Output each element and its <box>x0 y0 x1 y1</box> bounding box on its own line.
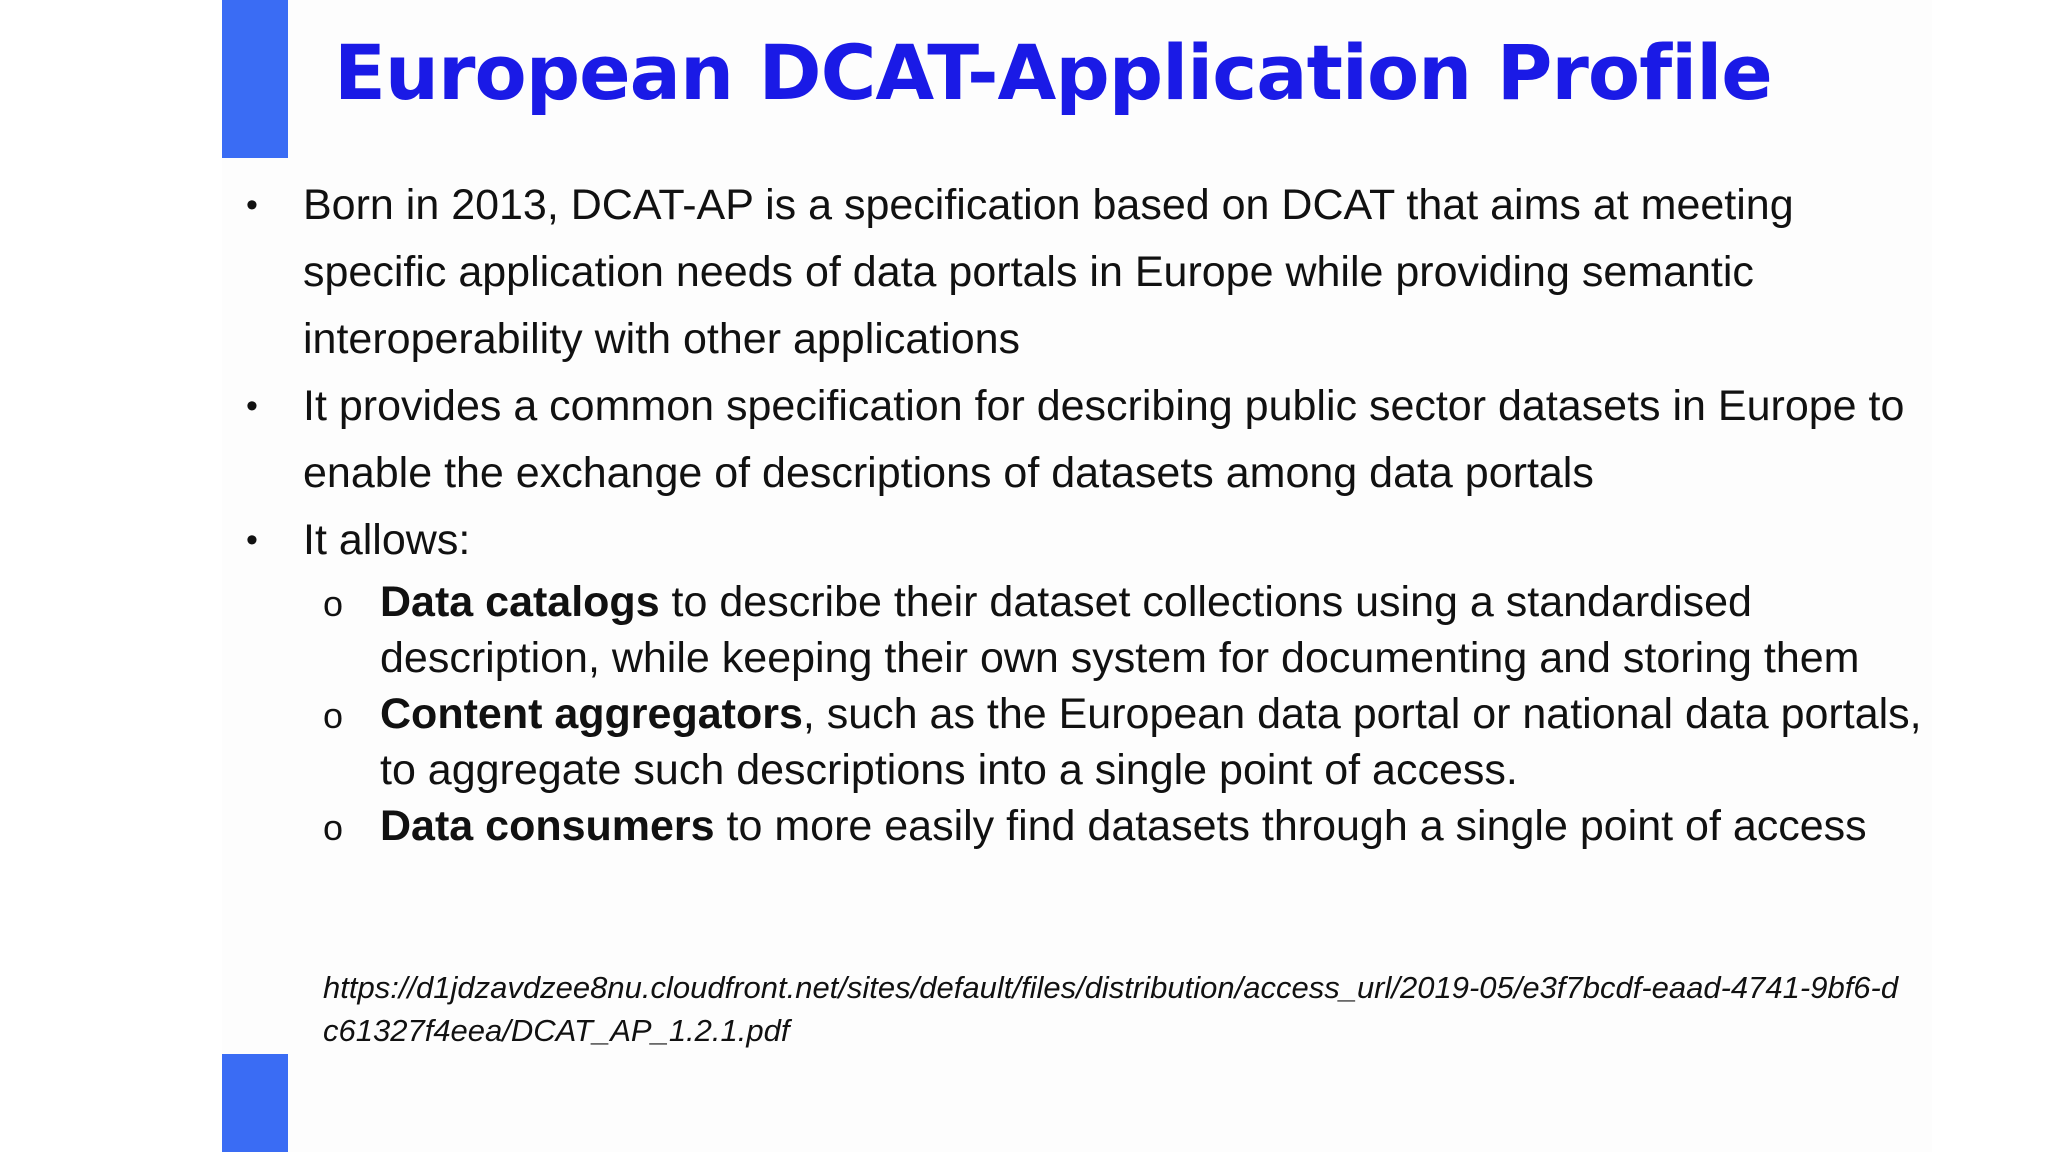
bullet-list <box>246 172 1946 854</box>
accent-bar-bottom <box>222 1054 288 1152</box>
sub-bullet-marker: o <box>323 807 344 848</box>
bullet-marker: • <box>246 521 258 559</box>
bullet-text: It allows: <box>303 516 471 564</box>
sub-bullet-term: Data catalogs <box>380 578 660 626</box>
source-url: https://d1jdzavdzee8nu.cloudfront.net/sites/default/files/distribution/access_url/2019-05/e3f7bcdf-eaad-4741-9bf6-dc61327f4eea/DCAT_AP_1.2.1.pdf <box>323 970 1899 1048</box>
sub-bullet-marker: o <box>323 583 344 624</box>
bullet-text: Born in 2013, DCAT-AP is a specification based on DCAT that aims at meeting specific application needs of data portals in Europe while providing semantic interoperability with other applications <box>303 181 1794 363</box>
sub-bullet-text: to describe their dataset collections using a standardised description, while keeping their own system for documenting and storing them <box>380 578 1860 682</box>
sub-bullet-term: Content aggregators <box>380 690 803 738</box>
sub-bullet-marker: o <box>323 695 344 736</box>
sub-bullet-item <box>246 686 1940 798</box>
bullet-marker: • <box>246 186 258 224</box>
sub-bullet-text: to more easily find datasets through a single point of access <box>714 802 1867 850</box>
slide-title: European DCAT-Application Profile <box>334 28 1772 117</box>
bullet-item <box>246 507 1943 574</box>
sub-bullet-item <box>246 574 1940 686</box>
bullet-item <box>246 373 2003 507</box>
bullet-marker: • <box>246 387 258 425</box>
sub-bullet-text: , such as the European data portal or national data portals, to aggregate such descriptions into a single point of access. <box>380 690 1922 794</box>
bullet-item <box>246 172 1943 373</box>
sub-bullet-term: Data consumers <box>380 802 715 850</box>
sub-bullet-item <box>246 798 1940 854</box>
sub-bullet-container <box>246 574 1946 854</box>
bullet-text: It provides a common specification for describing public sector datasets in Europe to enable the exchange of descriptions of datasets among data portals <box>303 382 1905 497</box>
sub-bullet-list <box>246 574 1946 854</box>
accent-bar-top <box>222 0 288 158</box>
